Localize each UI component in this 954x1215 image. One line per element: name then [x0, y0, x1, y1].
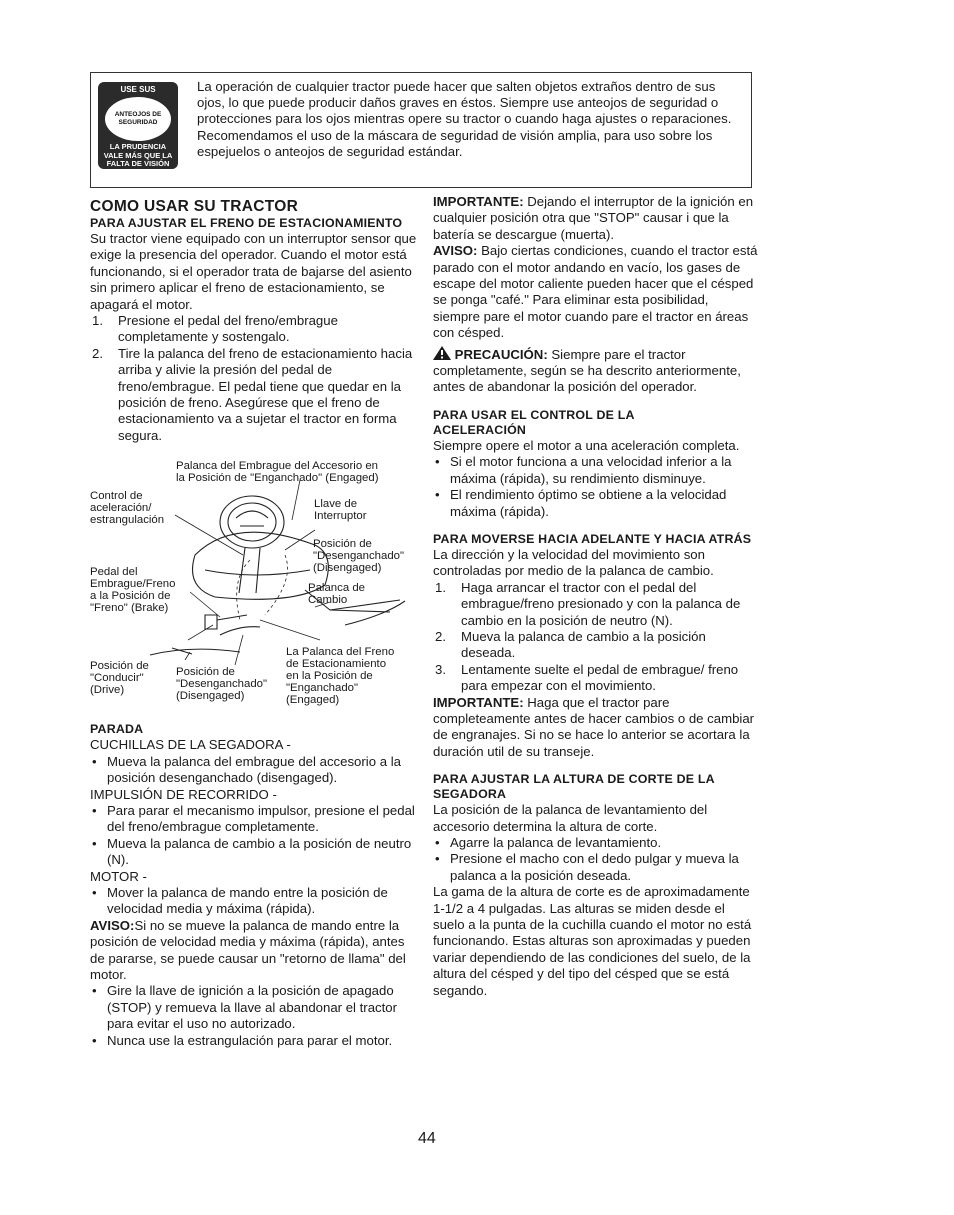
ground-drive-list: [90, 803, 420, 869]
ground-drive-heading: IMPULSIÓN DE RECORRIDO -: [90, 786, 277, 802]
list-item: 2. Mueva la palanca de cambio a la posición deseada.: [435, 628, 706, 661]
label-disengaged-pos-line2: "Desenganchado": [313, 550, 405, 563]
engine-heading: MOTOR -: [90, 868, 147, 884]
parking-steps: [90, 313, 420, 444]
badge-top-text: USE SUS: [120, 85, 156, 94]
throttle-heading-line2: ACELERACIÓN: [433, 422, 527, 437]
parking-step: 1. Presione el pedal del freno/embrague completamente y sostengalo.: [92, 313, 338, 345]
list-item: • Nunca use la estrangulación para parar el motor.: [92, 1032, 393, 1048]
label-disengaged-pos-line1: Posición de: [313, 538, 372, 551]
safety-warning-box: [90, 72, 752, 188]
blades-list: [90, 754, 420, 787]
label-parking-brake-line1: La Palanca del Freno: [286, 646, 395, 659]
badge-bottom-line1: LA PRUDENCIA: [109, 142, 167, 151]
label-brake-pedal-line3: a la Posición de: [90, 590, 171, 603]
label-parking-brake-line5: (Engaged): [286, 694, 340, 707]
label-brake-pedal-line4: "Freno" (Brake): [90, 602, 169, 615]
list-item: 3. Lentamente suelte el pedal de embrague/ freno para empezar con el movimiento.: [435, 661, 739, 694]
list-item: • Si el motor funciona a una velocidad inferior a la máxima (rápida), su rendimiento disminuye.: [435, 454, 732, 486]
label-drive-pos-line1: Posición de: [90, 660, 149, 673]
badge-bottom-text: [98, 143, 178, 169]
throttle-list: [433, 454, 758, 520]
list-item: • El rendimiento óptimo se obtiene a la velocidad máxima (rápida).: [435, 487, 727, 519]
label-neutral-pos-line1: Posición de: [176, 666, 235, 679]
list-item: • Gire la llave de ignición a la posición de apagado (STOP) y remueva la llave al abandonar el tractor para evitar el uso no autorizado.: [92, 983, 398, 1032]
list-item: • Mover la palanca de mando entre la posición de velocidad media y máxima (rápida).: [92, 884, 388, 917]
cutting-height-list: [433, 835, 758, 884]
tractor-controls-diagram: [90, 460, 420, 718]
label-shift-lever-line2: Cambio: [308, 594, 348, 607]
label-accessory-clutch-line2: la Posición de "Enganchado" (Engaged): [176, 472, 379, 485]
engine-list: [90, 885, 420, 918]
left-column: [90, 198, 420, 1049]
safety-glasses-badge-icon: [98, 82, 178, 169]
cutting-height-intro: La posición de la palanca de levantamiento del accesorio determina la altura de corte.: [433, 802, 708, 834]
notice-exhaust: AVISO: Bajo ciertas condiciones, cuando el tractor está parado con el motor andando en vacío, los gases de escape del motor caliente pueden hacer que el césped se ponga "café." Para eliminar esta posibilidad, siempre pare el motor cuando pare el tractor en áreas con césped.: [433, 243, 758, 341]
label-throttle-line3: estrangulación: [90, 514, 165, 527]
section-title: COMO USAR SU TRACTOR: [90, 198, 299, 215]
label-accessory-clutch-line1: Palanca del Embrague del Accesorio en: [176, 460, 378, 473]
label-brake-pedal-line2: Embrague/Freno: [90, 578, 176, 591]
label-neutral-pos-line3: (Disengaged): [176, 690, 245, 703]
parking-brake-heading: PARA AJUSTAR EL FRENO DE ESTACIONAMIENTO: [90, 216, 403, 230]
parking-brake-intro: Su tractor viene equipado con un interruptor sensor que exige la presencia del operador. Cuando el motor está funcionando, si el operador trata de bajarse del asiento sin primero aplicar el freno de estacionamiento, se apagará el motor.: [90, 231, 417, 312]
engine-list-2: [90, 983, 420, 1049]
engine-notice: AVISO:Si no se mueve la palanca de mando entre la posición de velocidad media y máxima (rápida), antes de pararse, se puede causar un "retorno de llama" del motor.: [90, 917, 406, 982]
label-parking-brake-line4: "Enganchado": [286, 682, 359, 695]
parking-step: 2. Tire la palanca del freno de estacionamiento hacia arriba y alivie la presión del pedal de freno/embrague. El pedal tiene que quedar en la posición de freno. Asegúrese que el freno de estacionamiento va a sujetar el tractor en forma segura.: [92, 345, 413, 443]
label-neutral-pos-line2: "Desenganchado": [176, 678, 268, 691]
right-column: [433, 194, 758, 999]
stop-heading: PARADA: [90, 722, 144, 737]
label-disengaged-pos-line3: (Disengaged): [313, 562, 382, 575]
list-item: • Para parar el mecanismo impulsor, presione el pedal del freno/embrague completamente.: [92, 802, 415, 835]
list-item: • Mueva la palanca del embrague del accesorio a la posición desenganchado (disengaged).: [92, 753, 401, 786]
label-parking-brake-line3: en la Posición de: [286, 670, 373, 683]
throttle-heading-line1: PARA USAR EL CONTROL DE LA: [433, 407, 635, 422]
label-brake-pedal-line1: Pedal del: [90, 566, 138, 579]
label-drive-pos-line3: (Drive): [90, 684, 125, 697]
page-number: 44: [418, 1130, 436, 1147]
caution-paragraph: PRECAUCIÓN: Siempre pare el tractor completamente, según se ha descrito anteriormente, antes de abandonar la posición del operador.: [433, 346, 741, 395]
list-item: • Agarre la palanca de levantamiento.: [435, 835, 662, 850]
badge-oval-line2: SEGURIDAD: [118, 119, 158, 126]
label-shift-lever-line1: Palanca de: [308, 582, 365, 595]
badge-oval: [105, 97, 171, 141]
label-parking-brake-line2: de Estacionamiento: [286, 658, 387, 671]
forward-reverse-steps: [433, 580, 758, 695]
label-throttle-line1: Control de: [90, 490, 143, 503]
blades-heading: CUCHILLAS DE LA SEGADORA -: [90, 737, 291, 753]
list-item: 1. Haga arrancar el tractor con el pedal del embrague/freno presionado y con la palanca de cambio en la posición de neutro (N).: [435, 579, 741, 628]
label-drive-pos-line2: "Conducir": [90, 672, 144, 685]
forward-reverse-heading: PARA MOVERSE HACIA ADELANTE Y HACIA ATRÁS: [433, 531, 752, 546]
forward-reverse-intro: La dirección y la velocidad del movimiento son controladas por medio de la palanca de cambio.: [433, 546, 714, 579]
throttle-intro: Siempre opere el motor a una aceleración completa.: [433, 437, 740, 453]
cutting-height-range: La gama de la altura de corte es de aproximadamente 1-1/2 a 4 pulgadas. Las alturas se miden desde el suelo a la punta de la cuchilla cuando el motor no está funcionando. Estas alturas son aproximadas y pueden variar dependiendo de las condiciones del suelo, de la altura del césped y del tipo del césped que se está segando.: [433, 884, 752, 998]
badge-oval-line1: ANTEOJOS DE: [114, 111, 162, 118]
label-ignition-key-line2: Interruptor: [314, 510, 367, 523]
caution-warning-icon: [433, 346, 451, 360]
important-shifting: IMPORTANTE: Haga que el tractor pare completeamente antes de hacer cambios o de cambiar de engranajes. Si no se hace lo anterior se acortara la duración util de su transeje.: [433, 694, 755, 759]
badge-bottom-line2: VALE MÁS QUE LA: [103, 150, 173, 160]
list-item: • Mueva la palanca de cambio a la posición de neutro (N).: [92, 835, 412, 868]
label-ignition-key-line1: Llave de: [314, 498, 358, 511]
warning-text: La operación de cualquier tractor puede hacer que salten objetos extraños dentro de sus ojos, lo que puede producir daños graves en éstos. Siempre use anteojos de seguridad o protecciones para los ojos mientras opere su tractor o cuando haga ajustes o reparaciones. Recomendamos el uso de la máscara de seguridad de visión amplia, para uso sobre los espejuelos o anteojos de seguridad estándar.: [197, 79, 732, 159]
important-ignition: IMPORTANTE: Dejando el interruptor de la ignición en cualquier posición otra que "STOP" causar i que la batería se descargue (muerta).: [433, 194, 754, 242]
cutting-height-heading: PARA AJUSTAR LA ALTURA DE CORTE DE LA SEGADORA: [433, 772, 715, 802]
badge-bottom-line3: FALTA DE VISIÓN: [106, 159, 170, 168]
label-throttle-line2: aceleración/: [90, 502, 152, 515]
list-item: • Presione el macho con el dedo pulgar y mueva la palanca a la posición deseada.: [435, 851, 739, 883]
